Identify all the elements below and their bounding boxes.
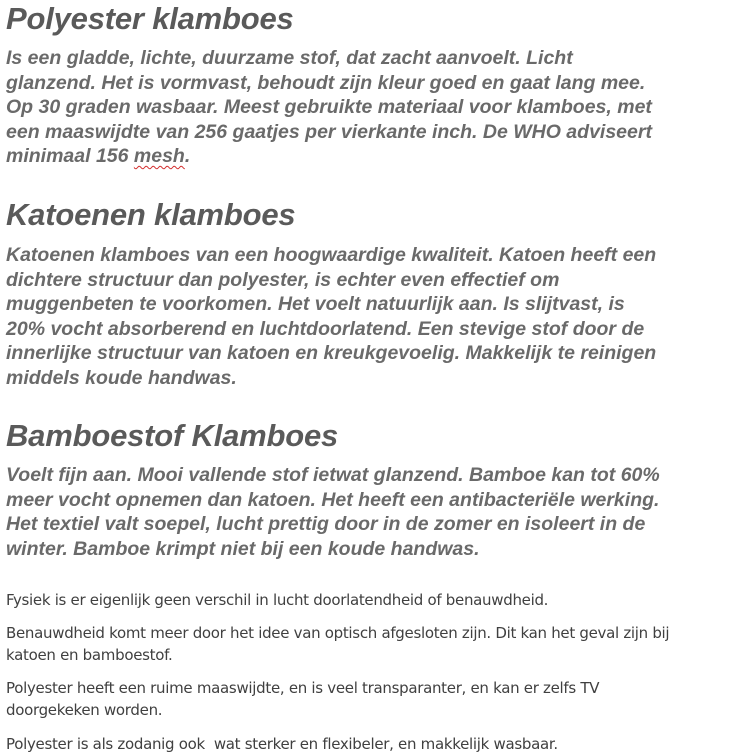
body-line: innerlijke structuur van katoen en kreukgevoelig. Makkelijk te reinigen [6,342,657,364]
body-line: dichtere structuur dan polyester, is echter even effectief om [6,268,560,291]
paragraph-benauwdheid [6,622,669,666]
section-body-polyester [6,46,652,169]
spellcheck-flagged-word[interactable]: mesh [133,145,185,167]
body-line: winter. Bamboe krimpt niet bij een koude handwas. [6,537,480,560]
body-line: Op 30 graden wasbaar. Meest gebruikte materiaal voor klamboes, met [6,96,652,118]
body-line: Katoenen klamboes van een hoogwaardige kwaliteit. Katoen heeft een [6,244,657,266]
body-line [6,144,652,169]
body-line: Voelt fijn aan. Mooi vallende stof ietwat glanzend. Bamboe kan tot 60% [6,464,660,486]
paragraph-line: doorgekeken worden. [6,701,163,719]
section-title-polyester: Polyester klamboes [6,1,294,36]
body-text: . [184,145,191,167]
body-line: meer vocht opnemen dan katoen. Het heeft een antibacteriële werking. [6,488,660,511]
paragraph-line: Polyester heeft een ruime maaswijdte, en is veel transparanter, en kan er zelfs TV [6,679,600,697]
paragraph-fysiek [6,589,548,611]
body-line: glanzend. Het is vormvast, behoudt zijn kleur goed en gaat lang mee. [6,71,646,94]
paragraph-line: Benauwdheid komt meer door het idee van optisch afgesloten zijn. Dit kan het geval zijn bij [6,624,670,642]
section-body-bamboestof [6,463,660,561]
section-title-katoenen: Katoenen klamboes [6,197,296,232]
section-title-bamboestof: Bamboestof Klamboes [6,418,339,453]
body-line: een maaswijdte van 256 gaatjes per vierkante inch. De WHO adviseert [6,120,652,143]
body-line: muggenbeten te voorkomen. Het voelt natuurlijk aan. Is slijtvast, is [6,293,625,315]
paragraph-line: Fysiek is er eigenlijk geen verschil in lucht doorlatendheid of benauwdheid. [6,591,549,609]
paragraph-line: katoen en bamboestof. [6,646,173,664]
body-line: middels koude handwas. [6,366,237,389]
body-text: minimaal 156 [6,145,134,167]
body-line: 20% vocht absorberend en luchtdoorlatend. Een stevige stof door de [6,317,645,340]
paragraph-polyester-sterker [6,733,558,755]
paragraph-polyester-maaswijdte [6,677,599,721]
paragraph-line: Polyester is als zodanig ook wat sterker en flexibeler, en makkelijk wasbaar. [6,735,558,753]
body-line: Het textiel valt soepel, lucht prettig door in de zomer en isoleert in de [6,513,646,535]
body-line: Is een gladde, lichte, duurzame stof, dat zacht aanvoelt. Licht [6,47,573,69]
section-body-katoenen [6,243,656,390]
